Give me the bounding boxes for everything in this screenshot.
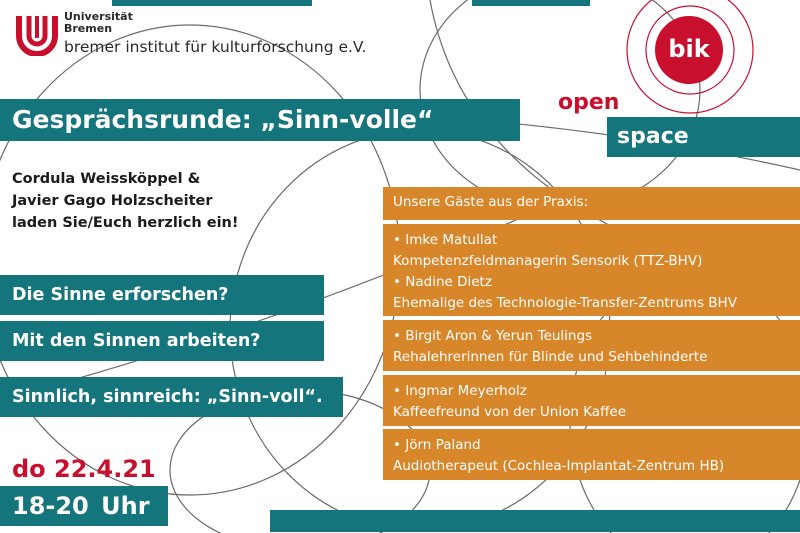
university-name: Universität <box>64 10 133 23</box>
university-logo-icon <box>15 12 59 56</box>
guests-heading: Unsere Gäste aus der Praxis: <box>383 187 800 220</box>
event-time: 18-20 Uhr <box>0 486 168 526</box>
guest-block <box>383 375 800 426</box>
bik-badge: bik <box>655 16 723 84</box>
guest-name: • Jörn Paland <box>393 437 481 453</box>
guest-role: Audiotherapeut (Cochlea-Implantat-Zentrum HB) <box>393 458 725 474</box>
hosts-invitation <box>12 168 272 234</box>
guest-name: • Imke Matullat <box>393 232 498 248</box>
guest-name: • Birgit Aron & Yerun Teulings <box>393 328 593 344</box>
host-line: Javier Gago Holzscheiter <box>12 193 213 209</box>
university-city: Bremen <box>64 22 113 35</box>
guest-role: Kompetenzfeldmanagerin Sensorik (TTZ-BHV) <box>393 253 703 269</box>
logo-text <box>64 11 366 57</box>
guest-block <box>383 429 800 480</box>
institute-name: bremer institut für kulturforschung e.V. <box>64 38 367 56</box>
guest-role: Rehalehrerinnen für Blinde und Sehbehinderte <box>393 349 708 365</box>
series-word-space: space <box>607 117 800 157</box>
question-banner: Die Sinne erforschen? <box>0 275 324 315</box>
series-word-open: open <box>558 90 620 115</box>
host-line: Cordula Weissköppel & <box>12 171 201 187</box>
host-line: laden Sie/Euch herzlich ein! <box>12 215 239 231</box>
footer-bar <box>270 510 800 532</box>
event-title: Gesprächsrunde: „Sinn-volle“ Praxis <box>0 99 520 141</box>
event-date: do 22.4.21 <box>12 455 156 483</box>
guest-name: • Ingmar Meyerholz <box>393 383 527 399</box>
question-banner: Sinnlich, sinnreich: „Sinn-voll“. <box>0 377 343 417</box>
guest-role: Kaffeefreund von der Union Kaffee <box>393 404 626 420</box>
guest-block <box>383 320 800 371</box>
guest-block <box>383 224 800 316</box>
guest-name: • Nadine Dietz <box>393 274 492 290</box>
question-banner: Mit den Sinnen arbeiten? <box>0 321 324 361</box>
guest-role: Ehemalige des Technologie-Transfer-Zentrums BHV <box>393 295 737 311</box>
